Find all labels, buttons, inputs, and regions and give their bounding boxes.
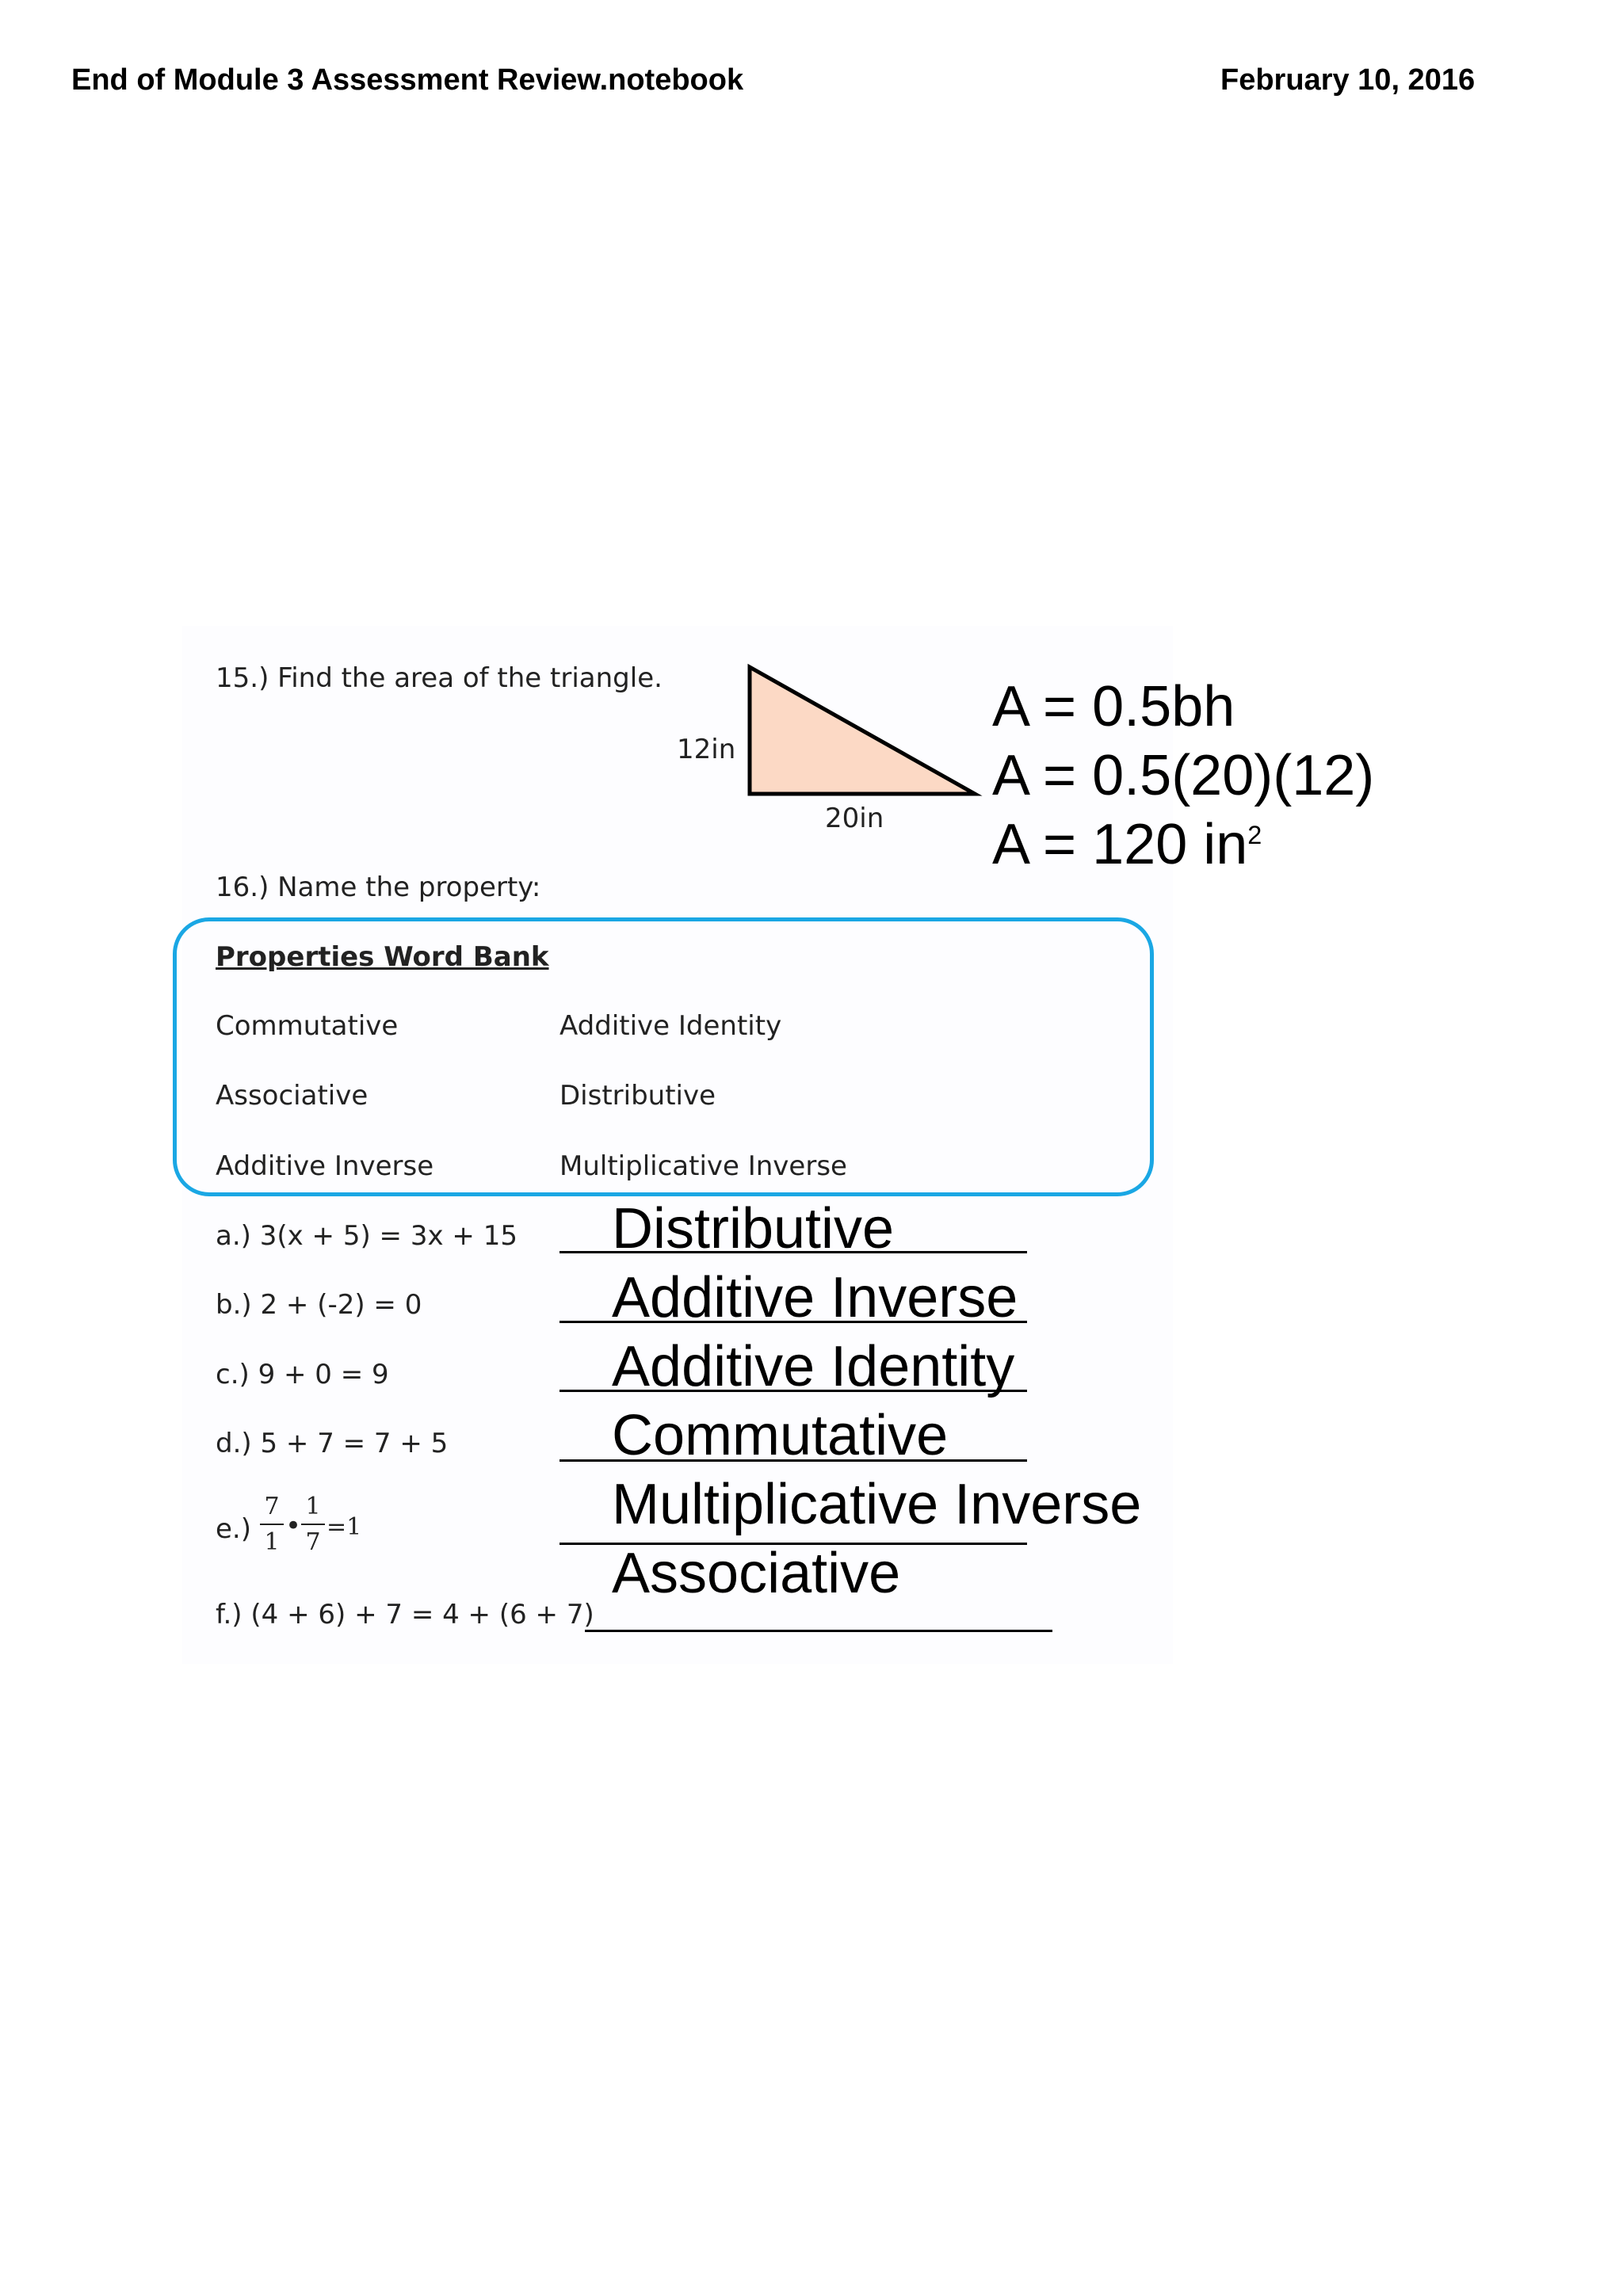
q16b-equation: b.) 2 + (-2) = 0 [216,1289,422,1321]
q16e-operator: • [285,1510,302,1542]
q16a-answer: Distributive [612,1197,895,1261]
word-bank-item: Distributive [559,1080,716,1112]
word-bank-item: Commutative [216,1010,399,1042]
q15-prompt: 15.) Find the area of the triangle. [216,662,663,694]
q16e-fraction-1 [260,1493,284,1556]
q16e-numerator-2: 1 [301,1493,325,1525]
q16f-equation: f.) (4 + 6) + 7 = 4 + (6 + 7) [216,1599,594,1630]
triangle-shape [750,667,975,794]
q16e-denominator-2: 7 [305,1528,321,1556]
q16e-answer: Multiplicative Inverse [612,1473,1142,1536]
q16c-equation: c.) 9 + 0 = 9 [216,1359,389,1390]
q16a-equation: a.) 3(x + 5) = 3x + 15 [216,1220,517,1252]
area-result-exponent: 2 [1247,821,1262,849]
answer-blank [585,1630,1052,1632]
q16f-answer: Associative [612,1542,901,1605]
q16c-answer: Additive Identity [612,1335,1015,1398]
triangle-base-label: 20in [825,803,884,834]
triangle-height-label: 12in [677,734,736,765]
word-bank-title: Properties Word Bank [216,941,549,973]
word-bank-item: Multiplicative Inverse [559,1150,847,1182]
area-substitution: A = 0.5(20)(12) [992,744,1375,807]
q16d-equation: d.) 5 + 7 = 7 + 5 [216,1428,449,1459]
q16e-denominator-1: 1 [264,1528,280,1556]
q16-prompt: 16.) Name the property: [216,871,541,903]
area-result-value: A = 120 in [992,813,1248,876]
page-date: February 10, 2016 [1220,63,1476,97]
word-bank-item: Additive Identity [559,1010,782,1042]
area-formula: A = 0.5bh [992,675,1235,738]
q16d-answer: Commutative [612,1404,949,1467]
word-bank-item: Additive Inverse [216,1150,434,1182]
q16b-answer: Additive Inverse [612,1266,1018,1329]
q16e-fraction-2 [301,1493,325,1556]
q16e-result: =1 [327,1513,362,1541]
area-result [992,813,1262,876]
q16e-numerator-1: 7 [260,1493,284,1525]
triangle-figure [745,662,983,801]
word-bank-item: Associative [216,1080,369,1112]
q16e-label: e.) [216,1513,251,1545]
notebook-title: End of Module 3 Assessment Review.notebook [71,63,744,97]
